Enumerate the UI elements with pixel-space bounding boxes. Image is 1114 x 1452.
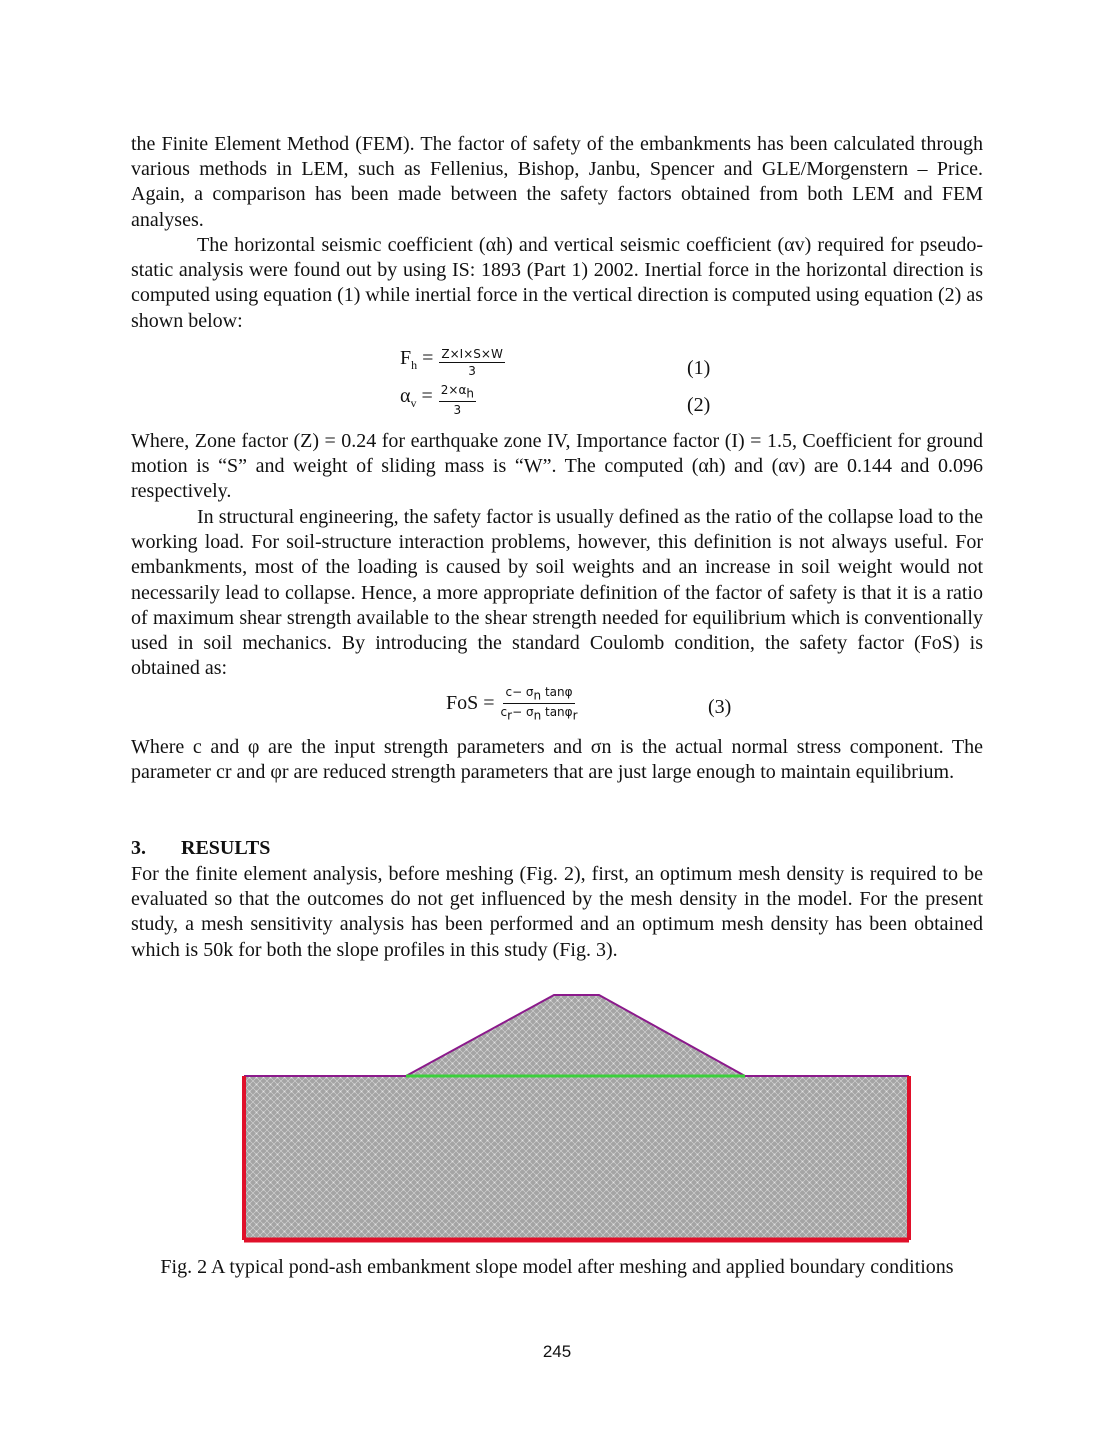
figure-embankment-mesh [239, 990, 915, 1246]
page-number: 245 [542, 1342, 572, 1361]
equation-3 [446, 685, 578, 723]
paragraph-mesh-analysis: For the finite element analysis, before meshing (Fig. 2), first, an optimum mesh density is required to be evaluated so that the outcomes do not get influenced by the mesh density in the model. For the present study, a mesh sensitivity analysis has been performed and an optimum mesh density has been obtained which is 50k for both the slope profiles in this study (Fig. 3). [131, 863, 983, 961]
embankment-mesh-diagram [239, 990, 915, 1246]
equation-1-fraction: $\frac{Z\times I\times S\times W}{3}$ [441, 346, 503, 378]
paragraph-safety-factor-definition: In structural engineering, the safety factor is usually defined as the ratio of the collapse load to the working load. For soil-structure interaction problems, however, this definition is not always useful. For embankments, most of the loading is caused by soil weights and an increase in soil weight would not necessarily lead to collapse. Hence, a more appropriate definition of the factor of safety is that it is a ratio of maximum shear strength available to the shear strength needed for equilibrium which is conventionally used in soil mechanics. By introducing the standard Coulomb condition, the safety factor (FoS) is obtained as: [131, 506, 983, 680]
equation-2-number: (2) [687, 394, 711, 416]
equation-3-fraction: $\frac{c- \sigma_n \tan\varphi}{c_r- \sigma_n \tan\varphi_r}$ [500, 685, 578, 723]
paragraph-seismic-coefficients: The horizontal seismic coefficient (αh) and vertical seismic coefficient (αv) required for pseudo-static analysis were found out by using IS: 1893 (Part 1) 2002. Inertial force in the horizontal direction is computed using equation (1) while inertial force in the vertical direction is computed using equation (2) as shown below: [131, 234, 983, 332]
paragraph-strength-parameters: Where c and φ are the input strength parameters and σn is the actual normal stress component. The parameter cr and φr are reduced strength parameters that are just large enough to maintain equilibrium. [131, 736, 983, 784]
section-title: RESULTS [181, 837, 271, 859]
figure-caption: Fig. 2 A typical pond-ash embankment slope model after meshing and applied boundary conditions [160, 1256, 954, 1278]
equation-1-number: (1) [687, 357, 711, 379]
equation-3-number: (3) [708, 696, 732, 718]
section-heading-results [131, 836, 270, 861]
equation-2-lhs: $\alpha_v$ = [400, 385, 433, 411]
mesh-domain [244, 995, 909, 1240]
section-number: 3. [131, 837, 146, 859]
equation-3-lhs: FoS = [446, 692, 495, 715]
equation-1-lhs: $F_h$ = [400, 347, 434, 372]
equation-1 [400, 346, 505, 378]
paragraph-fem-intro: the Finite Element Method (FEM). The factor of safety of the embankments has been calculated through various methods in LEM, such as Fellenius, Bishop, Janbu, Spencer and GLE/Morgenstern – Price. Again, a comparison has been made between the safety factors obtained from both LEM and FEM analyses. [131, 133, 983, 231]
equation-2-fraction: $\frac{2\times\alpha_h}{3}$ [440, 383, 474, 418]
paragraph-zone-factor: Where, Zone factor (Z) = 0.24 for earthquake zone IV, Importance factor (I) = 1.5, Coefficient for ground motion is “S” and weight of sliding mass is “W”. The computed (αh) and (αv) are 0.144 and 0.096 respectively. [131, 430, 983, 503]
equation-2 [400, 383, 476, 417]
